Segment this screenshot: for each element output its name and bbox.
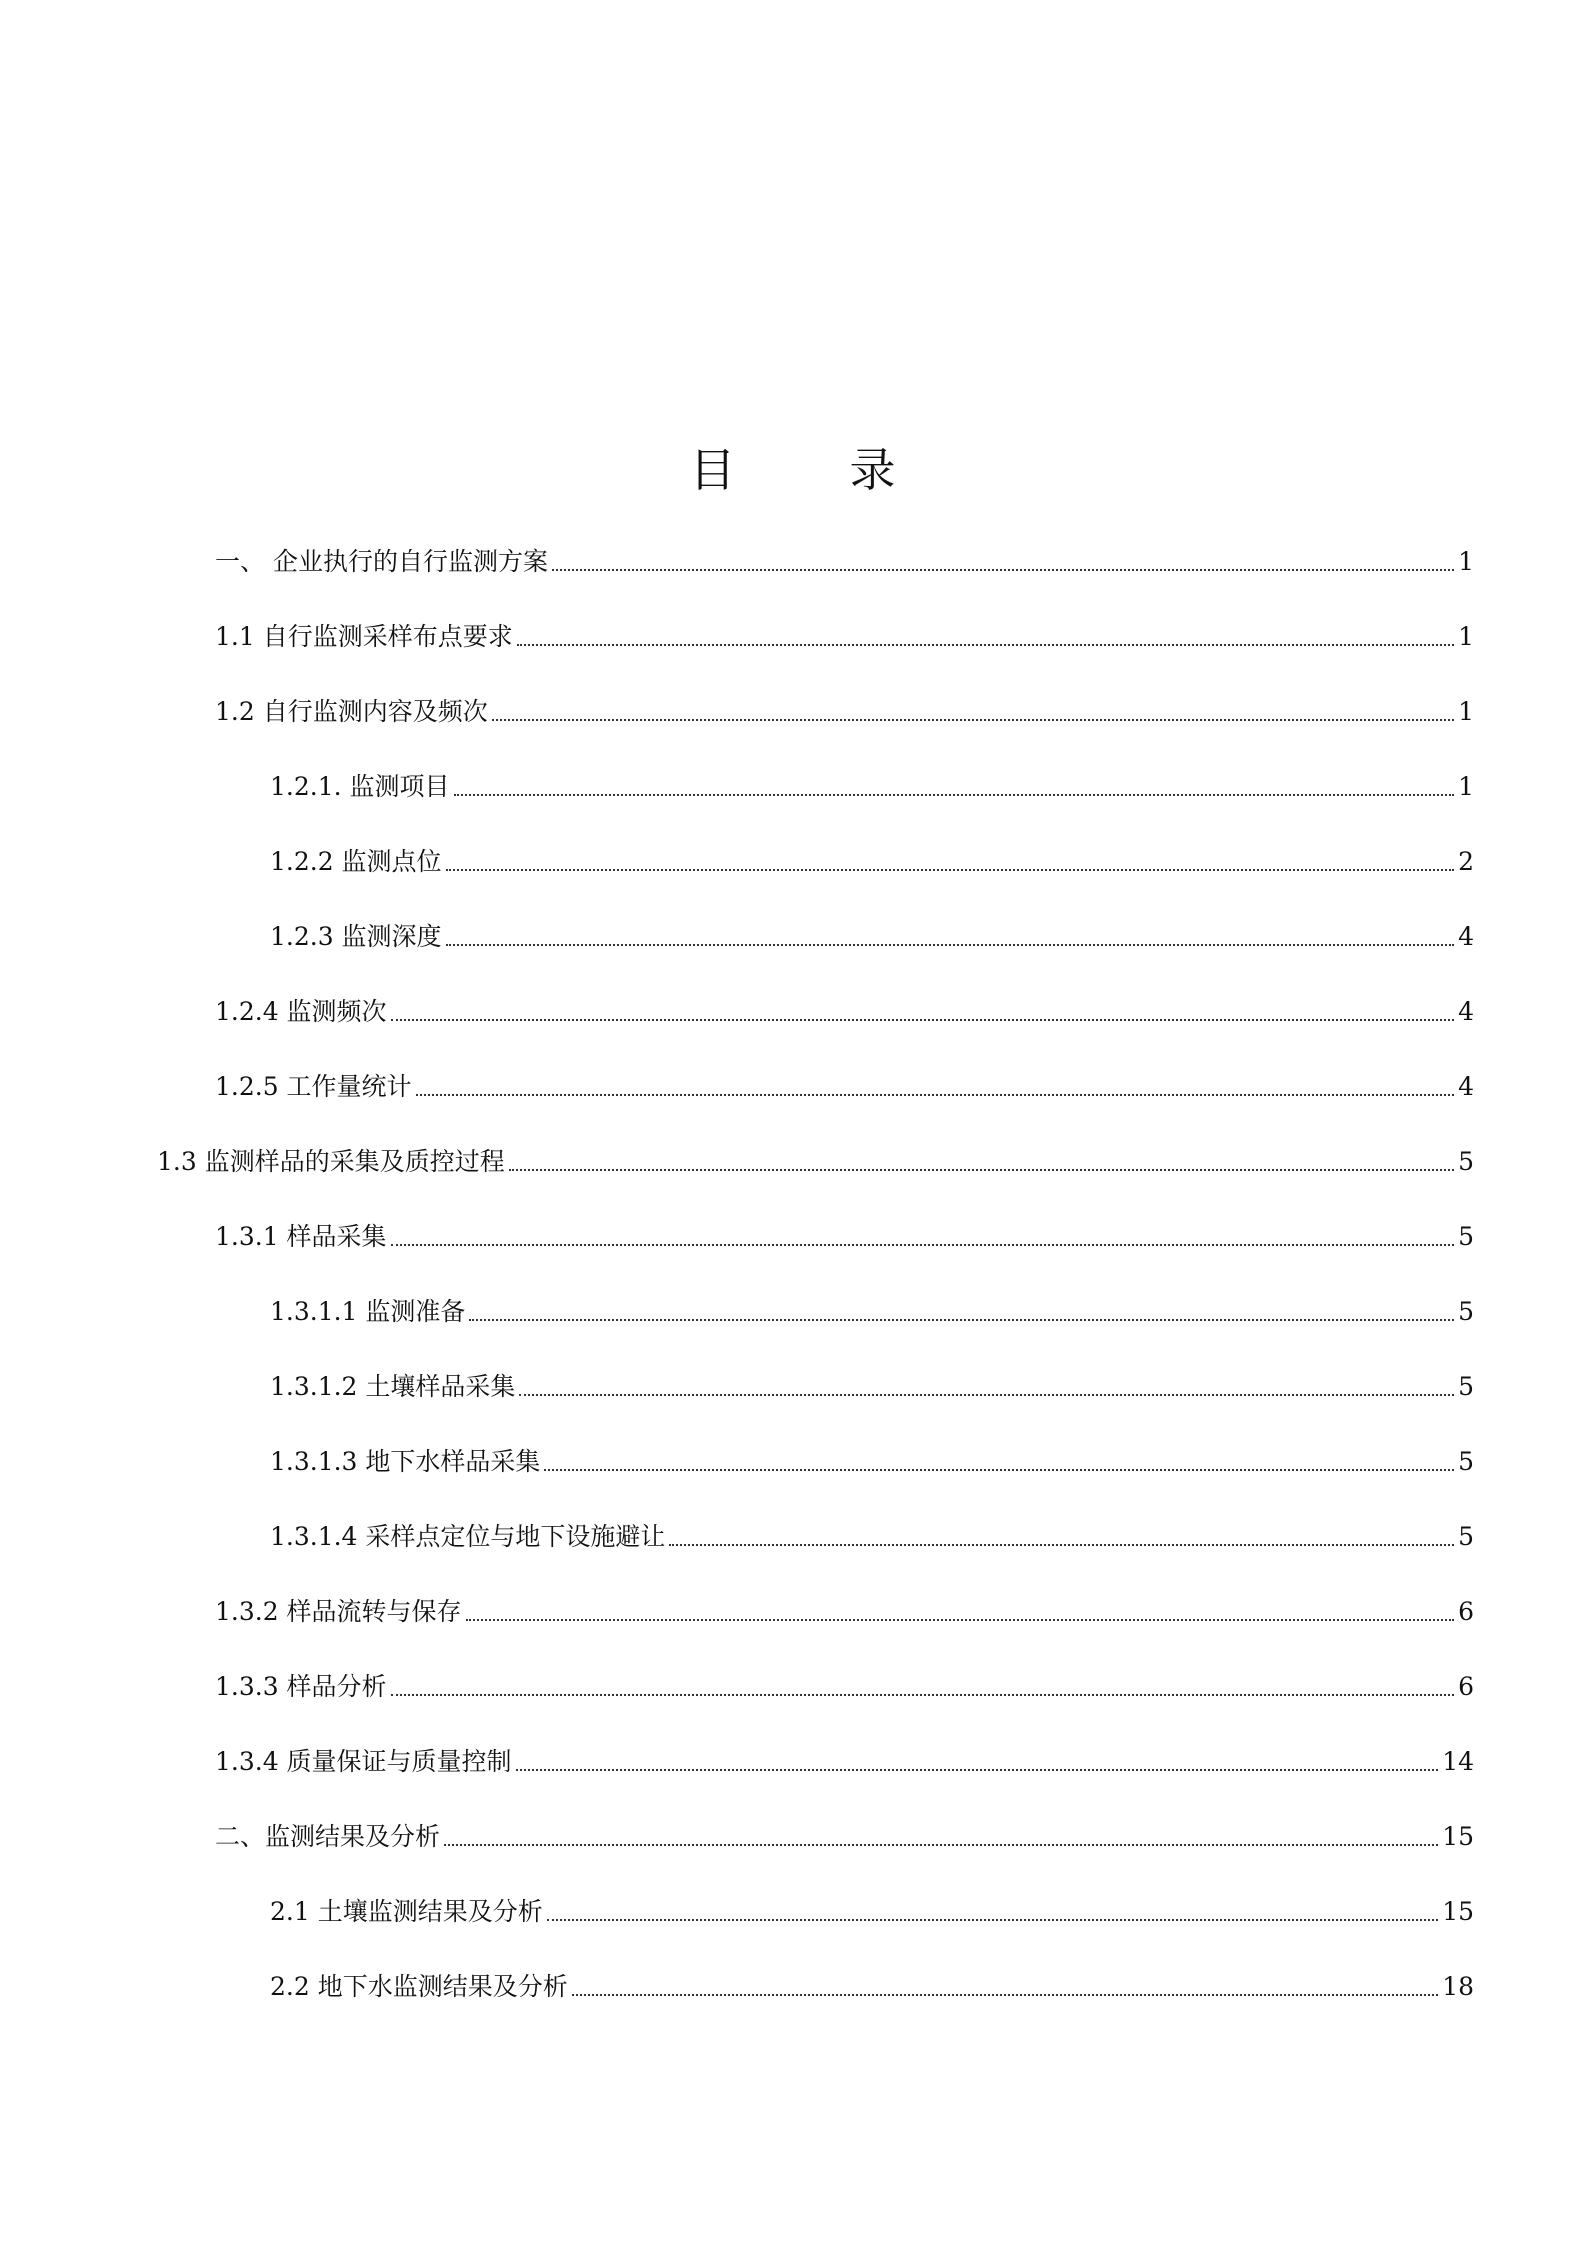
toc-entry-page: 5: [1458, 1222, 1474, 1251]
toc-entry-label: 1.3.3 样品分析: [215, 1672, 387, 1701]
toc-title-char-2: 录: [849, 443, 898, 497]
toc-entry[interactable]: [215, 615, 1474, 655]
toc-entry-label: 1.2.2 监测点位: [270, 847, 442, 876]
toc-leader-dots: [391, 1694, 1455, 1696]
toc-entry-label: 1.3.1.2 土壤样品采集: [270, 1372, 516, 1401]
toc-entry-page: 6: [1458, 1672, 1474, 1701]
toc-entry-label: 1.3.1 样品采集: [215, 1222, 387, 1251]
toc-entry-page: 15: [1442, 1822, 1474, 1851]
toc-entry-page: 4: [1458, 922, 1474, 951]
toc-entry[interactable]: [270, 1290, 1474, 1330]
toc-entry-page: 2: [1458, 847, 1474, 876]
toc-leader-dots: [516, 1769, 1439, 1771]
toc-entry[interactable]: [215, 1215, 1474, 1255]
toc-entry-page: 1: [1458, 772, 1474, 801]
toc-entry-label: 1.3.2 样品流转与保存: [215, 1597, 462, 1626]
toc-entry-page: 15: [1442, 1897, 1474, 1926]
toc-entry-page: 6: [1458, 1597, 1474, 1626]
toc-entry[interactable]: [270, 1365, 1474, 1405]
toc-entry[interactable]: [270, 915, 1474, 955]
toc-leader-dots: [547, 1919, 1438, 1921]
toc-entry-label: 1.2.4 监测频次: [215, 997, 387, 1026]
toc-entry[interactable]: [215, 1815, 1474, 1855]
toc-entry[interactable]: [215, 1665, 1474, 1705]
toc-entry-page: 5: [1458, 1372, 1474, 1401]
toc-entry-label: 1.2.5 工作量统计: [215, 1072, 412, 1101]
toc-entry-label: 1.2 自行监测内容及频次: [215, 697, 488, 726]
toc-entry-label: 1.3 监测样品的采集及质控过程: [157, 1147, 505, 1176]
toc-entry[interactable]: [215, 540, 1474, 580]
toc-entry[interactable]: [270, 1890, 1474, 1930]
toc-entry-label: 1.1 自行监测采样布点要求: [215, 622, 513, 651]
toc-entry-page: 4: [1458, 1072, 1474, 1101]
toc-title: [0, 440, 1587, 500]
toc-entry[interactable]: [270, 1965, 1474, 2005]
toc-entry[interactable]: [270, 1440, 1474, 1480]
toc-entry-page: 1: [1458, 547, 1474, 576]
toc-entry[interactable]: [215, 1740, 1474, 1780]
toc-leader-dots: [454, 794, 1455, 796]
toc-entry-label: 二、监测结果及分析: [215, 1822, 441, 1851]
toc-entry[interactable]: [270, 765, 1474, 805]
toc-entry-label: 1.3.4 质量保证与质量控制: [215, 1747, 512, 1776]
toc-entry-page: 14: [1442, 1747, 1474, 1776]
toc-entry-label: 1.3.1.3 地下水样品采集: [270, 1447, 541, 1476]
toc-entry-page: 1: [1458, 622, 1474, 651]
toc-entry[interactable]: [215, 1590, 1474, 1630]
toc-entry[interactable]: [157, 1140, 1474, 1180]
toc-leader-dots: [446, 869, 1455, 871]
toc-entry-label: 1.3.1.4 采样点定位与地下设施避让: [270, 1522, 666, 1551]
toc-title-char-1: 目: [689, 443, 738, 497]
toc-leader-dots: [492, 719, 1454, 721]
toc-leader-dots: [519, 1394, 1454, 1396]
toc-leader-dots: [391, 1244, 1455, 1246]
toc-entry-label: 1.2.1. 监测项目: [270, 772, 450, 801]
toc-leader-dots: [509, 1169, 1454, 1171]
toc-entry-page: 5: [1458, 1522, 1474, 1551]
toc-entry[interactable]: [215, 690, 1474, 730]
toc-entry-page: 5: [1458, 1297, 1474, 1326]
toc-leader-dots: [416, 1094, 1455, 1096]
toc-leader-dots: [391, 1019, 1455, 1021]
toc-leader-dots: [669, 1544, 1454, 1546]
toc-entry-label: 一、 企业执行的自行监测方案: [215, 547, 548, 576]
toc-entry-page: 1: [1458, 697, 1474, 726]
toc-entry-page: 5: [1458, 1147, 1474, 1176]
toc-leader-dots: [446, 944, 1455, 946]
toc-leader-dots: [544, 1469, 1454, 1471]
toc-entry[interactable]: [270, 840, 1474, 880]
toc-entry[interactable]: [215, 990, 1474, 1030]
toc-entry-page: 18: [1442, 1972, 1474, 2001]
toc-entry-label: 1.3.1.1 监测准备: [270, 1297, 466, 1326]
toc-leader-dots: [552, 569, 1454, 571]
toc-entry-label: 2.2 地下水监测结果及分析: [270, 1972, 568, 2001]
toc-entry-page: 4: [1458, 997, 1474, 1026]
toc-leader-dots: [444, 1844, 1438, 1846]
toc-leader-dots: [466, 1619, 1455, 1621]
toc-leader-dots: [517, 644, 1454, 646]
toc-entry[interactable]: [215, 1065, 1474, 1105]
toc-entry-label: 1.2.3 监测深度: [270, 922, 442, 951]
toc-leader-dots: [469, 1319, 1454, 1321]
toc-leader-dots: [572, 1994, 1438, 1996]
toc-entry-page: 5: [1458, 1447, 1474, 1476]
toc-entry-label: 2.1 土壤监测结果及分析: [270, 1897, 543, 1926]
toc-entry[interactable]: [270, 1515, 1474, 1555]
